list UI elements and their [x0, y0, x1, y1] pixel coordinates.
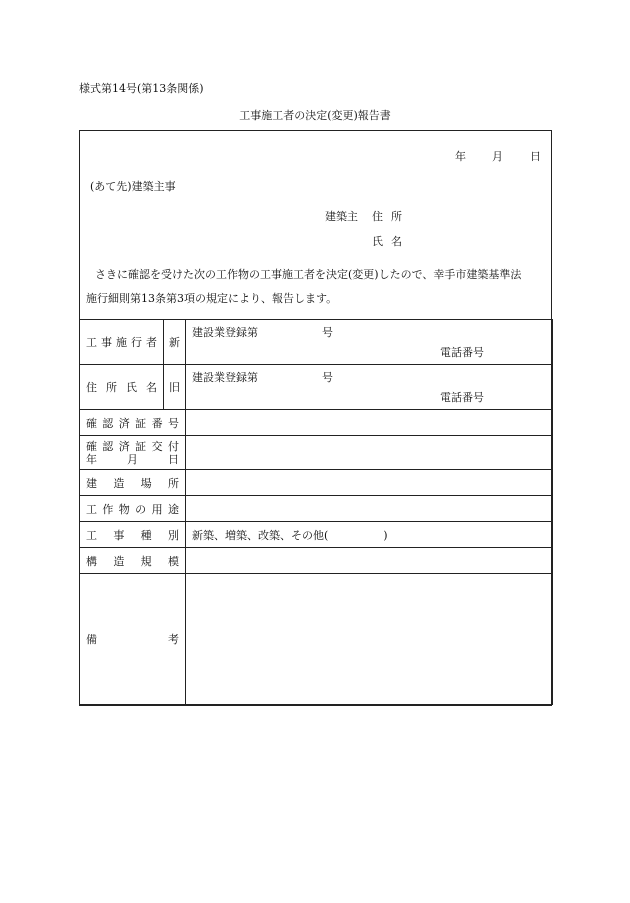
old-registration-suffix: 号: [322, 371, 333, 384]
owner-label: 建築主: [325, 210, 358, 223]
old-contractor-field[interactable]: [186, 365, 553, 410]
owner-address-label: 住所: [372, 210, 410, 223]
date-day-label: 日: [530, 150, 541, 163]
remarks-field[interactable]: [186, 574, 553, 705]
addressee: (あて先)建築主事: [90, 180, 176, 193]
new-registration-prefix: 建設業登録第: [192, 326, 258, 339]
structure-field[interactable]: [186, 548, 553, 574]
structure-label: 構 造 規 模: [80, 548, 186, 574]
date-year-label: 年: [455, 150, 466, 163]
body-text-line-2: 施行細則第13条第3項の規定により、報告します。: [86, 292, 338, 305]
address-name-label-cell: 住 所 氏 名: [80, 365, 164, 410]
body-text-line-1: さきに確認を受けた次の工作物の工事施工者を決定(変更)したので、幸手市建築基準法: [95, 268, 522, 281]
new-contractor-field[interactable]: [186, 320, 553, 365]
contractor-label-cell: 工 事 施 行 者: [80, 320, 164, 365]
form-frame: [79, 130, 552, 706]
remarks-label: 備 考: [80, 574, 186, 705]
date-month-label: 月: [492, 150, 503, 163]
work-type-field[interactable]: 新築、増築、改築、その他( ): [186, 522, 553, 548]
location-field[interactable]: [186, 470, 553, 496]
old-phone-label: 電話番号: [440, 391, 484, 404]
use-field[interactable]: [186, 496, 553, 522]
old-registration-prefix: 建設業登録第: [192, 371, 258, 384]
confirmation-number-label: 確 認 済 証 番 号: [80, 410, 186, 436]
issue-date-field[interactable]: [186, 436, 553, 470]
use-label: 工 作 物 の 用 途: [80, 496, 186, 522]
owner-name-label: 氏名: [372, 235, 410, 248]
work-type-label: 工 事 種 別: [80, 522, 186, 548]
location-label: 建 造 場 所: [80, 470, 186, 496]
new-phone-label: 電話番号: [440, 346, 484, 359]
new-label: 新: [164, 320, 186, 365]
old-label: 旧: [164, 365, 186, 410]
form-number: 様式第14号(第13条関係): [79, 82, 204, 95]
report-table: [79, 319, 553, 705]
confirmation-number-field[interactable]: [186, 410, 553, 436]
issue-date-label: 確 認 済 証 交 付 年 月 日: [80, 436, 186, 470]
document-title: 工事施工者の決定(変更)報告書: [239, 109, 391, 122]
new-registration-suffix: 号: [322, 326, 333, 339]
